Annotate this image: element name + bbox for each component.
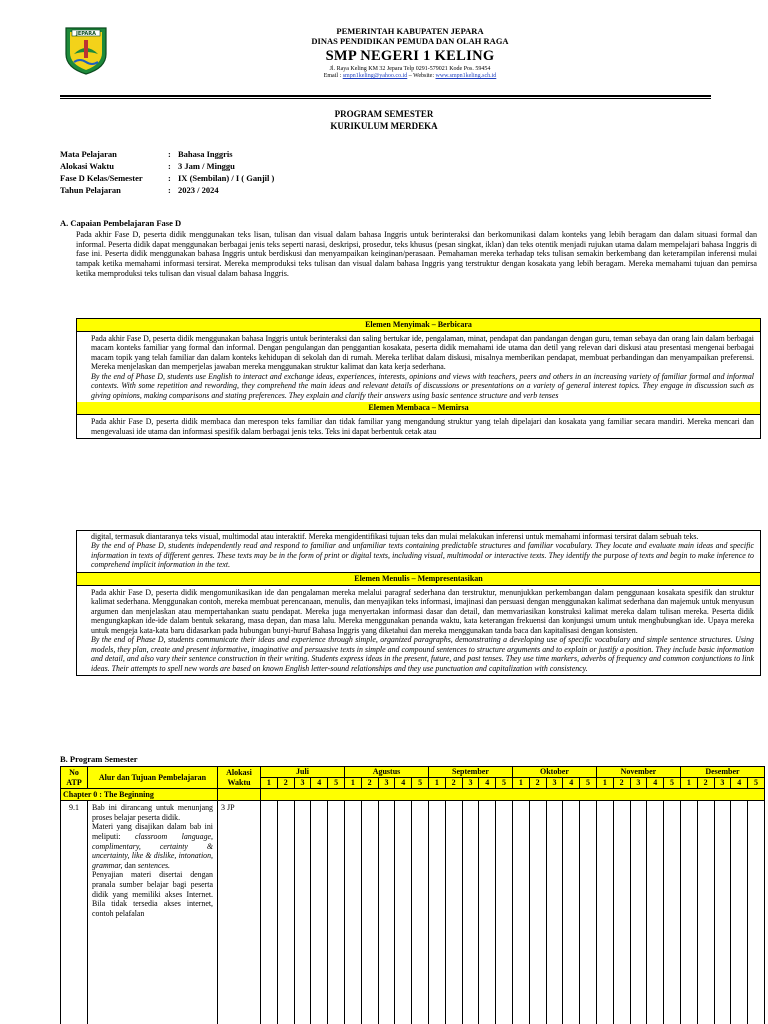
element-membaca-body-start [77,415,760,438]
week-header: 5 [580,778,597,789]
email-link[interactable]: smpn1keling@yahoo.co.id [342,73,408,80]
document-title [0,108,768,132]
week-cell[interactable] [395,801,412,1024]
week-header: 1 [344,778,361,789]
month-header: Oktober [512,767,596,778]
month-header: September [428,767,512,778]
week-header: 3 [378,778,395,789]
element-menulis-title: Elemen Menulis – Mempresentasikan [77,572,760,586]
contact-line [120,73,700,80]
meta-row: Tahun Pelajaran : 2023 / 2024 [60,184,219,195]
week-header: 3 [294,778,311,789]
title-line-1: PROGRAM SEMESTER [334,109,434,119]
website-label: – Website: [407,73,436,80]
element-menyimak-body [77,332,760,402]
menulis-en-text: By the end of Phase D, students communicate their ideas and experience through simple, organized paragraphs, demonstrating a developing use of specific vocabulary and simple sentence structures. Using models, they plan, create and present informative, imaginative and persuasive texts in simple and compound sentences to structure arguments and to explain or justify a position. They include basic information and detail, and also vary their sentence construction in their writing. Students express ideas in the present, future, and past tenses. They use time markers, adverbs of frequency and common conjunctions to link ideas. Their attempts to spell new words are based on known English letter-sound relationships and they use punctuation and capitalization with consistency. [91,635,754,673]
chapter-title: Chapter 0 : The Beginning [61,789,218,801]
week-cell[interactable] [344,801,361,1024]
header-row-months [61,767,765,778]
week-header: 4 [647,778,664,789]
week-header: 4 [479,778,496,789]
week-cell[interactable] [748,801,765,1024]
week-cell[interactable] [277,801,294,1024]
week-cell[interactable] [378,801,395,1024]
week-header: 4 [395,778,412,789]
header-rule-thin [60,98,711,99]
week-header: 2 [277,778,294,789]
week-header: 1 [680,778,697,789]
week-cell[interactable] [462,801,479,1024]
website-link[interactable]: www.smpn1keling.sch.id [435,73,497,80]
col-no-header: No ATP [61,767,88,789]
week-header: 1 [512,778,529,789]
week-cell[interactable] [546,801,563,1024]
week-header: 3 [630,778,647,789]
membaca-id-text-part2: digital, termasuk diantaranya teks visual, multimodal atau interaktif. Mereka mengidentifikasi tujuan teks dan mulai melakukan inferensi untuk memahami informasi tersirat dalam sebuah teks. [91,532,699,541]
chapter-weeks-cell [261,789,765,801]
week-header: 1 [596,778,613,789]
week-header: 2 [697,778,714,789]
week-header: 3 [546,778,563,789]
week-header: 2 [529,778,546,789]
week-header: 5 [496,778,513,789]
element-membaca-title: Elemen Membaca – Memirsa [77,402,760,415]
week-cell[interactable] [697,801,714,1024]
week-cell[interactable] [529,801,546,1024]
week-cell[interactable] [361,801,378,1024]
meta-row: Mata Pelajaran : Bahasa Inggris [60,149,233,159]
school-name: SMP NEGERI 1 KELING [325,47,495,64]
month-header: Desember [680,767,764,778]
week-cell[interactable] [647,801,664,1024]
week-cell[interactable] [428,801,445,1024]
element-box-2 [76,530,761,676]
week-cell[interactable] [412,801,429,1024]
chapter-row [61,789,765,801]
week-cell[interactable] [328,801,345,1024]
table-row [61,801,765,1024]
month-header: Agustus [344,767,428,778]
email-label: Email : [323,73,343,80]
semester-schedule-table [60,766,765,1024]
school-address: Jl. Raya Keling KM 32 Jepara Telp 0291-579021 Kode Pos. 59454 [329,66,491,73]
week-cell[interactable] [596,801,613,1024]
week-cell[interactable] [294,801,311,1024]
week-cell[interactable] [613,801,630,1024]
week-header: 3 [714,778,731,789]
week-header: 2 [613,778,630,789]
jepara-logo-icon [62,24,110,76]
week-header: 5 [748,778,765,789]
chapter-alokasi-cell [218,789,261,801]
title-line-2: KURIKULUM MERDEKA [330,121,438,132]
section-a-paragraph: Pada akhir Fase D, peserta didik menggunakan teks lisan, tulisan dan visual dalam bahasa Inggris untuk berinteraksi dan berkomunikasi dalam konteks yang lebih beragam dan dalam situasi formal dan informal. Peserta didik dapat menggunakan berbagai jenis teks seperti narasi, deskripsi, prosedur, teks khusus (pesan singkat, iklan) dan teks otentik menjadi rujukan utama dalam mempelajari bahasa Inggris di fase ini. Peserta didik menggunakan bahasa Inggris untuk berdiskusi dan menyampaikan keinginan/perasaan. Pemahaman mereka terhadap teks tulisan semakin berkembang dan keterampilan inferensi mulai tampak ketika memahami informasi tersirat. Mereka memproduksi teks tulisan dan visual dalam bahasa Inggris yang terstruktur dengan kosakata yang lebih beragam. Mereka memahami tujuan dan pemirsa ketika memproduksi teks tulisan dan visual dalam bahasa Inggris. [76,230,757,278]
week-header: 3 [462,778,479,789]
letterhead [120,27,700,80]
row-description [88,801,218,1024]
menulis-id-text: Pada akhir Fase D, peserta didik mengomunikasikan ide dan pengalaman mereka melalui paragraf sederhana dan terstruktur, menunjukkan perkembangan dalam penggunaan kosakata spesifik dan struktur kalimat sederhana. Menggunakan contoh, mereka membuat perencanaan, menulis, dan menyajikan teks informasi, imajinasi dan persuasi dengan menggunakan kalimat sederhana dan majemuk untuk menyusun argumen dan menjelaskan atau mempertahankan suatu pendapat. Mereka juga menyertakan informasi dasar dan detail, dan memvariasikan konstruksi kalimat mereka dalam tulisan mereka. Peserta didik mengungkapkan ide-ide dalam bentuk sekarang, masa depan, dan masa lalu. Mereka menggunakan penanda waktu, kata keterangan frekuensi dan konjungsi umum untuk menghubungkan ide. Upaya mereka untuk mengeja kata-kata baru didasarkan pada hubungan bunyi-huruf Bahasa Inggris yang diketahui dan mereka menggunakan tanda baca dan kapitalisasi dengan konsisten. [91,587,754,635]
week-header: 4 [563,778,580,789]
week-cell[interactable] [714,801,731,1024]
week-cell[interactable] [731,801,748,1024]
section-b-title: B. Program Semester [60,754,138,764]
week-header: 1 [261,778,278,789]
element-menulis-body [77,586,760,675]
week-cell[interactable] [680,801,697,1024]
week-header: 4 [311,778,328,789]
meta-row: Fase D Kelas/Semester : IX (Sembilan) / I ( Ganjil ) [60,172,275,183]
meta-info [60,149,274,197]
row-desc-3: Penyajian materi disertai dengan pranala sumber belajar bagi peserta didik yang memiliki akses Internet. Bila tidak tersedia akses internet, contoh pelafalan [92,870,213,919]
row-alokasi: 3 JP [218,801,261,1024]
week-cell[interactable] [664,801,681,1024]
section-a-title: A. Capaian Pembelajaran Fase D [60,218,182,228]
week-header: 5 [412,778,429,789]
week-header: 5 [664,778,681,789]
week-cell[interactable] [630,801,647,1024]
week-cell[interactable] [496,801,513,1024]
week-cell[interactable] [512,801,529,1024]
element-membaca-body-cont [77,531,760,572]
week-cell[interactable] [261,801,278,1024]
menyimak-en-text: By the end of Phase D, students use English to interact and exchange ideas, experiences, interests, opinions and views with teachers, peers and others in an increasing variety of familiar formal and informal contexts. With some repetition and rewording, they comprehend the main ideas and relevant details of discussions or presentations on a variety of general interest topics. They engage in discussion such as giving opinions, making comparisons and stating preferences. They explain and clarify their answers using basic sentence structure and verb tenses [91,371,754,400]
week-cell[interactable] [311,801,328,1024]
col-alur-header: Alur dan Tujuan Pembelajaran [88,767,218,789]
membaca-id-text-part1: Pada akhir Fase D, peserta didik membaca dan merespon teks familiar dan tidak familiar yang mengandung struktur yang telah dipelajari dan kosakata yang familiar secara mandiri. Mereka mencari dan mengevaluasi ide utama dan informasi spesifik dalam berbagai jenis teks. Teks ini dapat berbentuk cetak atau [91,417,754,436]
week-header: 2 [361,778,378,789]
week-header: 1 [428,778,445,789]
week-header: 5 [328,778,345,789]
row-desc-2: Materi yang disajikan dalam bab ini meliputi: classroom language, complimentary, certainty & uncertainty, like & dislike, intonation, grammar, dan sentences. [92,822,213,870]
element-menyimak-title: Elemen Menyimak – Berbicara [77,319,760,332]
meta-row: Alokasi Waktu : 3 Jam / Minggu [60,160,235,171]
week-header: 2 [445,778,462,789]
menyimak-id-text: Pada akhir Fase D, peserta didik menggunakan bahasa Inggris untuk berinteraksi dan saling bertukar ide, pengalaman, minat, pendapat dan pandangan dengan guru, teman sebaya dan orang lain dalam berbagai macam konteks familiar yang formal dan informal. Dengan pengulangan dan penggantian kosakata, peserta didik memahami ide utama dan detil yang relevan dari diskusi atau presentasi mengenai berbagai macam topik yang telah familiar dan dalam konteks kehidupan di sekolah dan di rumah. Mereka terlibat dalam diskusi, misalnya memberikan pendapat, membuat perbandingan dan menyampaikan preferensi. Mereka menjelaskan dan memperjelas jawaban mereka menggunakan struktur kalimat dan kata kerja sederhana. [91,334,754,372]
element-box-1 [76,318,761,439]
week-cell[interactable] [563,801,580,1024]
week-header: 4 [731,778,748,789]
week-cell[interactable] [580,801,597,1024]
month-header: November [596,767,680,778]
row-no: 9.1 [61,801,88,1024]
membaca-en-text: By the end of Phase D, students independently read and respond to familiar and unfamiliar texts containing predictable structures and familiar vocabulary. They locate and evaluate main ideas and specific information in texts of different genres. These texts may be in the form of print or digital texts, including visual, multimodal or interactive texts. They identify the purpose of texts and begin to make inference to comprehend implicit information in the text. [91,541,754,570]
gov-name: PEMERINTAH KABUPATEN JEPARA [336,26,484,36]
header-rule-thick [60,95,711,97]
week-cell[interactable] [479,801,496,1024]
month-header: Juli [261,767,345,778]
logo-label: JEPARA [75,31,97,37]
row-desc-1: Bab ini dirancang untuk menunjang proses belajar peserta didik. [92,803,213,822]
week-cell[interactable] [445,801,462,1024]
department-name: DINAS PENDIDIKAN PEMUDA DAN OLAH RAGA [311,35,509,46]
col-alokasi-header: Alokasi Waktu [218,767,261,789]
